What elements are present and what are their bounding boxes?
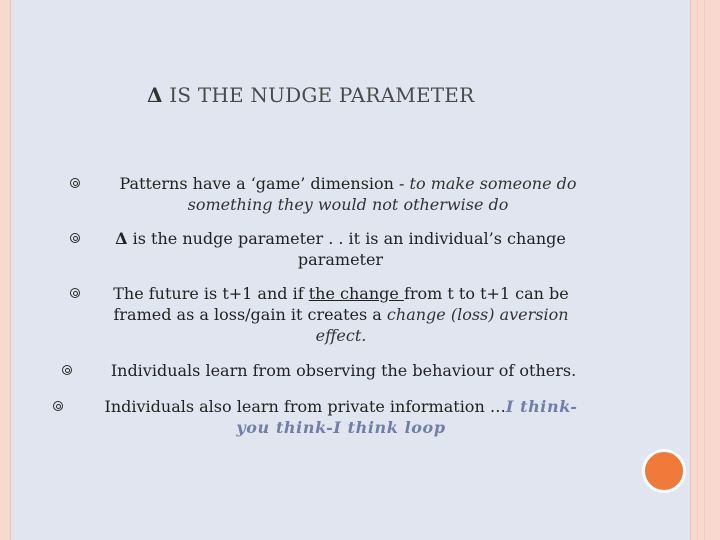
bullet-3-text-b: from t to t+1 can be [403,284,569,303]
bullet-icon [70,288,80,298]
bullet-icon [53,401,63,411]
title-text: IS THE NUDGE PARAMETER [162,83,475,107]
bullet-1-italic: to make someone do [409,174,577,193]
bullet-5-emphasis-line2: you think-I think loop [236,418,446,437]
bullet-1-italic-line2: something they would not otherwise do [187,195,509,214]
bullet-item-4 [76,360,611,381]
bullet-1-text: Patterns have a ‘game’ dimension - [119,174,410,193]
bullet-4-text: Individuals learn from observing the behaviour of others. [110,361,577,380]
bullet-icon [70,233,80,243]
bullet-3-italic: change (loss) aversion [386,305,569,324]
bullet-3-text-line2: framed as a loss/gain it creates a [113,305,387,324]
bullet-item-5 [66,396,616,438]
bullet-item-1 [85,173,611,215]
bullet-item-3 [82,283,600,346]
bullet-2-text-line2: parameter [297,250,384,269]
slide-panel [10,0,690,540]
bullet-icon [70,178,80,188]
title-delta: Δ [147,83,163,107]
bullet-3-italic-line3: effect. [315,326,367,345]
slide-edge-right-3 [704,0,705,540]
bullet-5-text: Individuals also learn from private information … [104,397,506,416]
slide-edge-right-2 [697,0,698,540]
bullet-2-text: is the nudge parameter . . it is an individual’s change [127,229,566,248]
bullet-5-emphasis: I think- [505,397,578,416]
slide-edge-right [690,0,691,540]
bullet-3-text-a: The future is t+1 and if [113,284,309,303]
bullet-3-underline: the change [308,284,404,303]
bullet-item-2 [85,228,596,270]
bullet-icon [62,365,72,375]
orange-circle-decoration [642,449,686,493]
bullet-2-delta: Δ [115,229,128,248]
slide-title [147,83,474,107]
slide-edge-left [10,0,11,540]
